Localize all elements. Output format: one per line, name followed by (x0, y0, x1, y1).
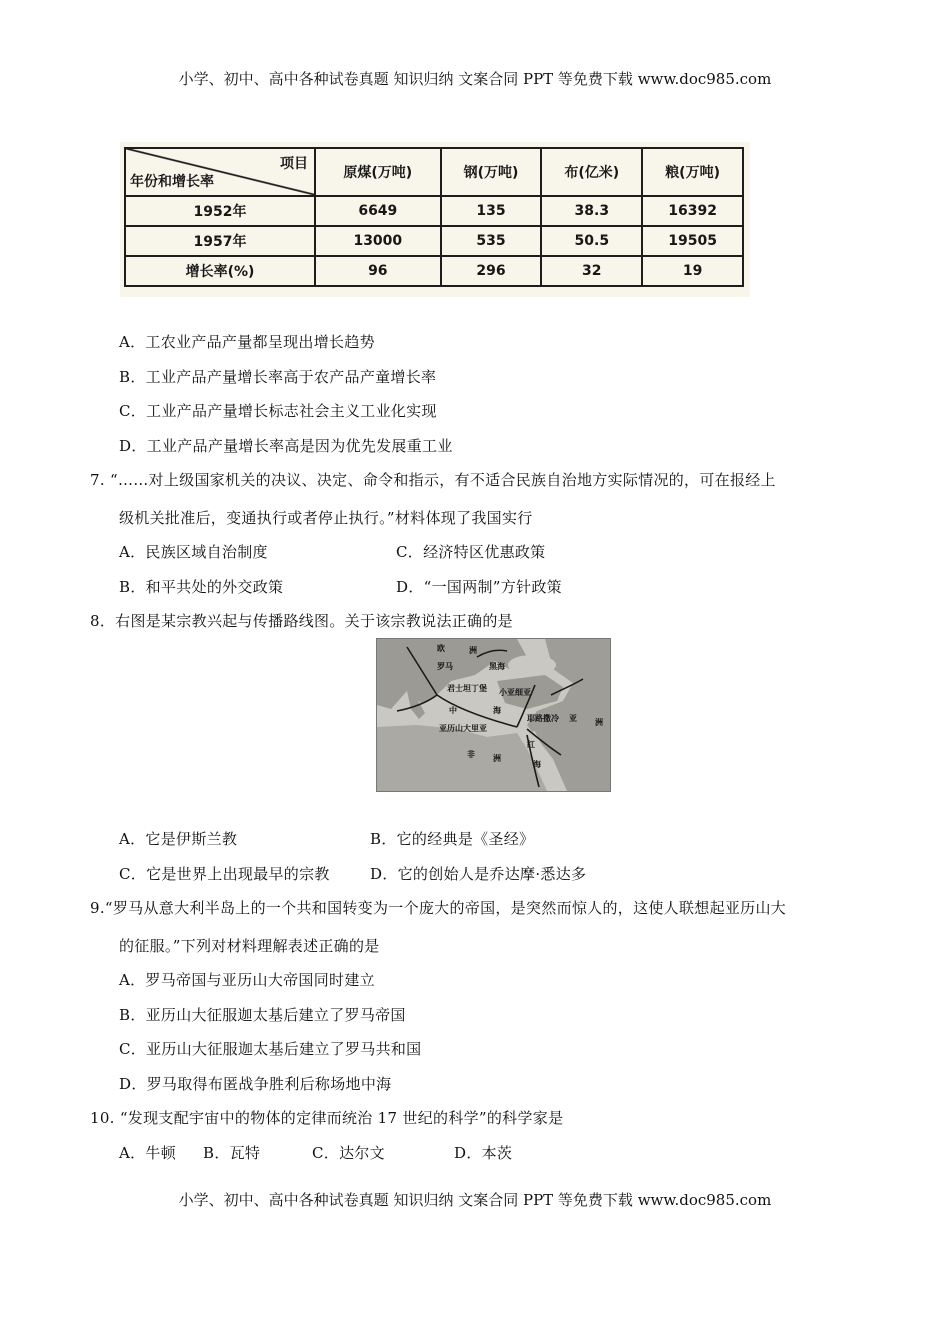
table-cell: 13000 (315, 226, 441, 256)
production-table (124, 147, 744, 287)
religion-spread-map (376, 638, 611, 792)
q8-option-b: B．它的经典是《圣经》 (370, 830, 535, 848)
map-label-africa: 非 (467, 750, 475, 759)
q9-stem-line2: 的征服。”下列对材料理解表述正确的是 (119, 937, 380, 955)
q7-option-c: C．经济特区优惠政策 (396, 543, 546, 561)
map-label-constantinople: 君士坦丁堡 (447, 684, 487, 693)
map-label-red-sea: 海 (533, 760, 541, 769)
table-cell: 6649 (315, 196, 441, 226)
map-label-mediterranean: 中 (449, 706, 457, 715)
page-header: 小学、初中、高中各种试卷真题 知识归纳 文案合同 PPT 等免费下载 www.doc985.com (178, 70, 772, 88)
map-label-asia-minor: 小亚细亚 (499, 688, 531, 697)
column-header: 钢(万吨) (441, 148, 542, 196)
q8-option-c: C．它是世界上出现最早的宗教 (119, 865, 330, 883)
q6-option-c: C．工业产品产量增长标志社会主义工业化实现 (119, 402, 437, 420)
table-cell: 296 (441, 256, 542, 286)
q8-option-d: D．它的创始人是乔达摩·悉达多 (370, 865, 587, 883)
map-label-red-sea: 红 (527, 740, 535, 749)
map-label-black-sea: 黑海 (489, 662, 505, 671)
q9-option-c: C．亚历山大征服迦太基后建立了罗马共和国 (119, 1040, 422, 1058)
corner-bottom-label: 年份和增长率 (130, 174, 214, 190)
q7-option-b: B．和平共处的外交政策 (119, 578, 284, 596)
map-label-europe: 欧 (437, 644, 445, 653)
q7-option-d: D．“一国两制”方针政策 (396, 578, 562, 596)
column-header: 原煤(万吨) (315, 148, 441, 196)
column-header: 粮(万吨) (642, 148, 743, 196)
black-sea (508, 655, 556, 675)
q8-stem: 8．右图是某宗教兴起与传播路线图。关于该宗教说法正确的是 (90, 612, 513, 630)
table-corner-cell (125, 148, 315, 196)
table-cell: 16392 (642, 196, 743, 226)
table-cell: 32 (541, 256, 642, 286)
q7-stem-line2: 级机关批准后，变通执行或者停止执行。”材料体现了我国实行 (119, 509, 533, 527)
map-label-mediterranean: 海 (493, 706, 501, 715)
q6-option-d: D．工业产品产量增长率高是因为优先发展重工业 (119, 437, 453, 455)
table-cell: 19505 (642, 226, 743, 256)
table-cell: 38.3 (541, 196, 642, 226)
page-footer: 小学、初中、高中各种试卷真题 知识归纳 文案合同 PPT 等免费下载 www.doc985.com (178, 1191, 772, 1209)
table-cell: 535 (441, 226, 542, 256)
map-label-alexandria: 亚历山大里亚 (439, 724, 487, 733)
table-header-row (125, 148, 743, 196)
q6-option-a: A．工农业产品产量都呈现出增长趋势 (119, 333, 375, 351)
q6-option-b: B．工业产品产量增长率高于农产品产童增长率 (119, 368, 437, 386)
q9-stem-line1: 9.“罗马从意大利半岛上的一个共和国转变为一个庞大的帝国，是突然而惊人的，这使人联想起亚历山大 (90, 899, 787, 917)
table-row (125, 226, 743, 256)
map-label-rome: 罗马 (437, 662, 453, 671)
map-label-jerusalem: 耶路撒冷 (527, 714, 559, 723)
q9-option-b: B．亚历山大征服迦太基后建立了罗马帝国 (119, 1006, 406, 1024)
q10-option-c: C．达尔文 (312, 1144, 385, 1162)
table-cell: 135 (441, 196, 542, 226)
q8-option-a: A．它是伊斯兰教 (119, 830, 238, 848)
row-label: 增长率(%) (125, 256, 315, 286)
q9-option-a: A．罗马帝国与亚历山大帝国同时建立 (119, 971, 375, 989)
q10-option-a: A．牛顿 (119, 1144, 177, 1162)
q9-option-d: D．罗马取得布匿战争胜利后称场地中海 (119, 1075, 392, 1093)
map-label-europe: 洲 (469, 646, 477, 655)
corner-top-label: 项目 (280, 156, 308, 172)
map-label-africa: 洲 (493, 754, 501, 763)
q10-stem: 10. “发现支配宇宙中的物体的定律而统治 17 世纪的科学”的科学家是 (90, 1109, 564, 1127)
map-label-asia: 亚 (569, 714, 577, 723)
table-cell: 96 (315, 256, 441, 286)
q7-stem-line1: 7. “……对上级国家机关的决议、决定、命令和指示，有不适合民族自治地方实际情况的，可在报经上 (90, 471, 776, 489)
q10-option-b: B．瓦特 (203, 1144, 261, 1162)
table-cell: 19 (642, 256, 743, 286)
q10-option-d: D．本茨 (454, 1144, 513, 1162)
map-label-asia: 洲 (595, 718, 603, 727)
column-header: 布(亿米) (541, 148, 642, 196)
table-cell: 50.5 (541, 226, 642, 256)
row-label: 1957年 (125, 226, 315, 256)
row-label: 1952年 (125, 196, 315, 226)
statistics-table-image (120, 142, 750, 297)
table-row (125, 196, 743, 226)
q7-option-a: A．民族区域自治制度 (119, 543, 268, 561)
table-row (125, 256, 743, 286)
